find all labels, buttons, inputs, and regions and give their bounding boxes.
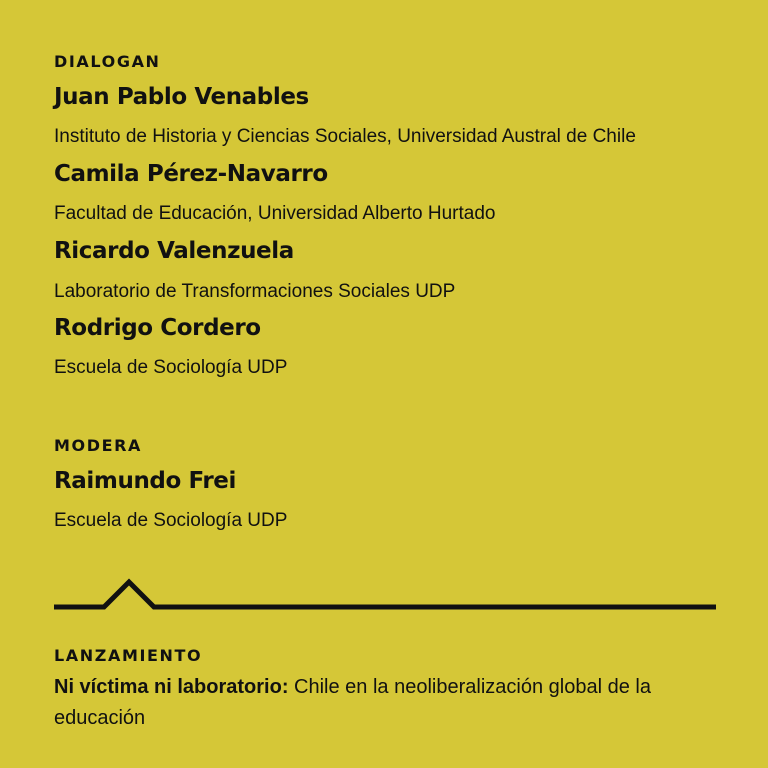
speaker-name: Rodrigo Cordero <box>54 315 261 341</box>
modera-label: MODERA <box>54 436 143 455</box>
book-announcement <box>54 672 694 734</box>
dialogan-label: DIALOGAN <box>54 52 161 71</box>
lanzamiento-label: LANZAMIENTO <box>54 646 203 665</box>
speaker-affiliation: Laboratorio de Transformaciones Sociales UDP <box>54 281 456 302</box>
moderator-affiliation: Escuela de Sociología UDP <box>54 510 288 531</box>
peak-divider-line <box>54 574 716 614</box>
speaker-affiliation: Instituto de Historia y Ciencias Sociales, Universidad Austral de Chile <box>54 126 636 147</box>
speaker-affiliation: Facultad de Educación, Universidad Alberto Hurtado <box>54 203 496 224</box>
speaker-name: Ricardo Valenzuela <box>54 238 294 264</box>
speaker-name: Juan Pablo Venables <box>54 84 309 110</box>
book-subtitle: Chile en la neoliberalización global de la educación <box>54 676 651 729</box>
speaker-name: Camila Pérez-Navarro <box>54 161 328 187</box>
moderator-name: Raimundo Frei <box>54 468 236 494</box>
book-title: Ni víctima ni laboratorio: <box>54 676 289 698</box>
speaker-affiliation: Escuela de Sociología UDP <box>54 357 288 378</box>
